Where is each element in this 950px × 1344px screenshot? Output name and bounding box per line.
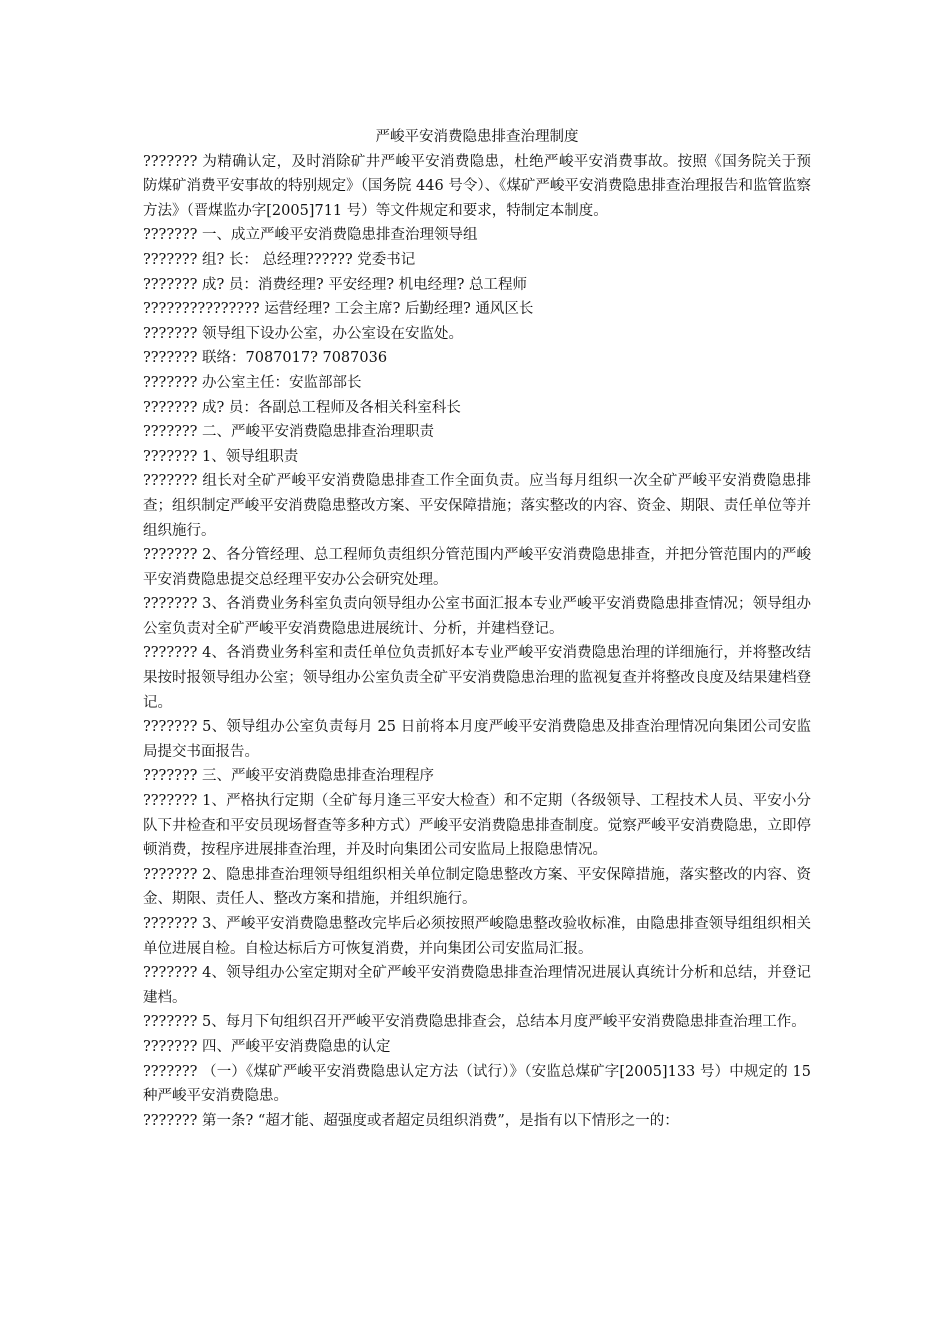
document-paragraph: ??????? 5、每月下旬组织召开严峻平安消费隐患排查会，总结本月度严峻平安消费隐患排查治理工作。 — [143, 1014, 806, 1031]
document-paragraph: ??????? 2、各分管经理、总工程师负责组织分管范围内严峻平安消费隐患排查，并把分管范围内的严峻平安消费隐患提交总经理平安办公会研究处理。 — [143, 547, 811, 588]
document-paragraph: ??????? 办公室主任：安监部部长 — [143, 374, 362, 391]
document-paragraph: ??????? 第一条? “超才能、超强度或者超定员组织消费”，是指有以下情形之一的： — [143, 1112, 679, 1129]
document-paragraph: ??????? 3、各消费业务科室负责向领导组办公室书面汇报本专业严峻平安消费隐患排查情况；领导组办公室负责对全矿严峻平安消费隐患进展统计、分析，并建档登记。 — [143, 596, 811, 637]
document-paragraph: ??????? 一、成立严峻平安消费隐患排查治理领导组 — [143, 227, 478, 244]
document-paragraph: ??????? 1、领导组职责 — [143, 448, 299, 465]
document-paragraph: ??????? （一）《煤矿严峻平安消费隐患认定方法（试行）》（安监总煤矿字[2005]133 号）中规定的 15 种严峻平安消费隐患。 — [143, 1063, 811, 1105]
document-body — [143, 150, 811, 1134]
document-paragraph: ??????? 领导组下设办公室，办公室设在安监处。 — [143, 325, 464, 342]
document-paragraph: ??????? 组? 长： 总经理?????? 党委书记 — [143, 251, 416, 268]
document-paragraph: ??????? 1、严格执行定期（全矿每月逢三平安大检查）和不定期（各级领导、工程技术人员、平安小分队下井检查和平安员现场督查等多种方式）严峻平安消费隐患排查制度。觉察严峻平安消费隐患，立即停顿消费，按程序进展排查治理，并及时向集团公司安监局上报隐患情况。 — [143, 793, 811, 859]
document-paragraph: ??????? 5、领导组办公室负责每月 25 日前将本月度严峻平安消费隐患及排查治理情况向集团公司安监局提交书面报告。 — [143, 719, 811, 760]
document-paragraph: ??????? 为精确认定，及时消除矿井严峻平安消费隐患，杜绝严峻平安消费事故。按照《国务院关于预防煤矿消费平安事故的特别规定》（国务院 446 号令）、《煤矿严峻平安消费隐患排查治理报告和监管监察方法》（晋煤监办字[2005]711 号）等文件规定和要求，特制定本制度。 — [143, 153, 811, 219]
document-paragraph: ??????? 4、各消费业务科室和责任单位负责抓好本专业严峻平安消费隐患治理的详细施行，并将整改结果按时报领导组办公室；领导组办公室负责全矿平安消费隐患治理的监视复查并将整改良度及结果建档登记。 — [143, 645, 811, 711]
document-paragraph: ??????? 成? 员：消费经理? 平安经理? 机电经理? 总工程师 — [143, 276, 528, 293]
document-page — [143, 125, 811, 1133]
document-title: 严峻平安消费隐患排查治理制度 — [375, 129, 579, 145]
document-paragraph: ??????? 4、领导组办公室定期对全矿严峻平安消费隐患排查治理情况进展认真统计分析和总结，并登记建档。 — [143, 965, 811, 1006]
document-paragraph: ??????? 联络：7087017? 7087036 — [143, 350, 388, 367]
document-paragraph: ??????? 3、严峻平安消费隐患整改完毕后必须按照严峻隐患整改验收标准，由隐患排查领导组组织相关单位进展自检。自检达标后方可恢复消费，并向集团公司安监局汇报。 — [143, 916, 811, 957]
document-paragraph: ??????? 三、严峻平安消费隐患排查治理程序 — [143, 768, 435, 785]
document-paragraph: ??????? 四、严峻平安消费隐患的认定 — [143, 1038, 391, 1055]
document-paragraph: ??????? 成? 员：各副总工程师及各相关科室科长 — [143, 399, 461, 416]
document-paragraph: ??????? 组长对全矿严峻平安消费隐患排查工作全面负责。应当每月组织一次全矿严峻平安消费隐患排查；组织制定严峻平安消费隐患整改方案、平安保障措施；落实整改的内容、资金、期限、责任单位等并组织施行。 — [143, 473, 811, 539]
document-paragraph: ??????? 2、隐患排查治理领导组组织相关单位制定隐患整改方案、平安保障措施，落实整改的内容、资金、期限、责任人、整改方案和措施，并组织施行。 — [143, 866, 811, 908]
document-paragraph: ??????? 二、严峻平安消费隐患排查治理职责 — [143, 424, 435, 441]
document-paragraph: ??????????????? 运营经理? 工会主席? 后勤经理? 通风区长 — [143, 301, 534, 318]
